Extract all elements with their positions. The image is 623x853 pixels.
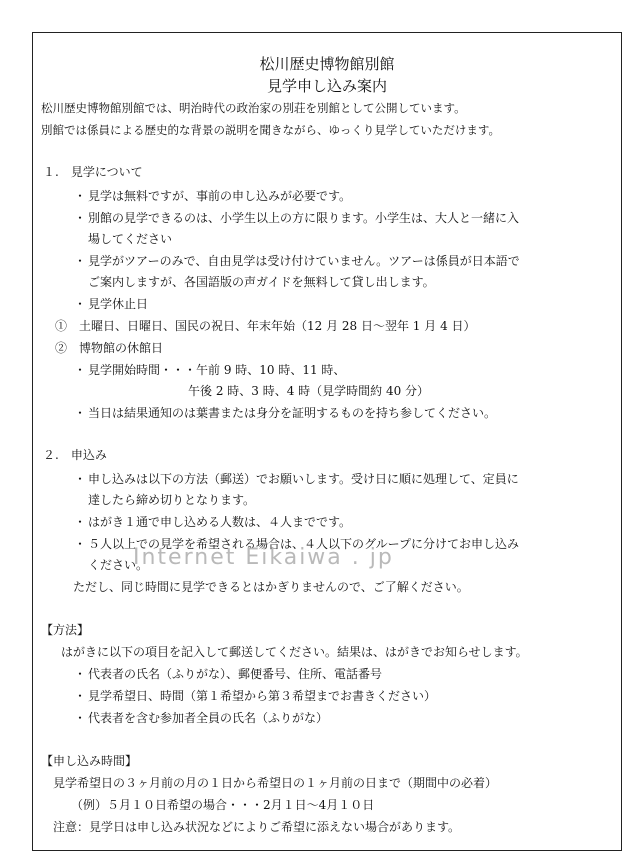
list-item-continuation: 場してください bbox=[88, 232, 173, 246]
intro-line-1: 松川歴史博物館別館では、明治時代の政治家の別荘を別館として公開しています。 bbox=[41, 101, 466, 115]
list-item-continuation: ご案内しますが、各国語版の声ガイドを無料して貸し出します。 bbox=[88, 275, 435, 289]
list-item: ・ ５人以上での見学を希望される場合は、４人以下のグループに分けてお申し込み bbox=[88, 535, 519, 552]
document-subtitle: 見学申し込み案内 bbox=[266, 77, 387, 95]
period-heading: 【申し込み時間】 bbox=[41, 754, 138, 768]
list-item: ・ 代表者の氏名（ふりがな）、郵便番号、住所、電話番号 bbox=[88, 665, 382, 682]
section2-heading: ２. 申込み bbox=[43, 448, 107, 462]
period-line-1: 見学希望日の３ヶ月前の月の１日から希望日の１ヶ月前の日まで（期間中の必着） bbox=[53, 776, 498, 790]
closed-day-2: ② 博物館の休館日 bbox=[55, 341, 164, 355]
list-item: ・ 別館の見学できるのは、小学生以上の方に限ります。小学生は、大人と一緒に入 bbox=[88, 209, 519, 226]
list-item: ・ 当日は結果通知のは葉書または身分を証明するものを持ち参してください。 bbox=[88, 404, 496, 421]
list-item: ・ 見学希望日、時間（第１希望から第３希望までお書きください） bbox=[88, 687, 436, 704]
list-item-continuation: 午後 2 時、3 時、4 時（見学時間約 40 分） bbox=[188, 384, 430, 398]
period-example: （例）５月１０日希望の場合・・・2月１日～4月１０日 bbox=[71, 798, 375, 812]
document-page bbox=[32, 32, 622, 851]
list-item-continuation: ください。 bbox=[88, 558, 149, 572]
list-item: ・ 申し込みは以下の方法（郵送）でお願いします。受け日に順に処理して、定員に bbox=[88, 470, 519, 487]
watermark: Internet Eikaiwa . jp bbox=[133, 545, 394, 570]
list-item: ・ 見学は無料ですが、事前の申し込みが必要です。 bbox=[88, 187, 351, 204]
method-lead: はがきに以下の項目を記入して郵送してください。結果は、はがきでお知らせします。 bbox=[61, 645, 528, 659]
list-item: ・ 代表者を含む参加者全員の氏名（ふりがな） bbox=[88, 709, 328, 726]
list-item: ・ 見学開始時間・・・午前 9 時、10 時、11 時、 bbox=[88, 361, 345, 378]
list-item: ・ 見学休止日 bbox=[88, 295, 148, 312]
list-item-continuation: 達したら締め切りとなります。 bbox=[88, 493, 256, 507]
list-item: ・ 見学がツアーのみで、自由見学は受け付けていません。ツアーは係員が日本語で bbox=[88, 252, 520, 269]
section1-heading: １. 見学について bbox=[43, 165, 143, 179]
intro-line-2: 別館では係員による歴史的な背景の説明を聞きながら、ゆっくり見学していただけます。 bbox=[41, 123, 500, 137]
section2-note: ただし、同じ時間に見学できるとはかぎりませんので、ご了解ください。 bbox=[73, 580, 469, 594]
period-note: 注意：見学日は申し込み状況などによりご希望に添えない場合があります。 bbox=[53, 820, 461, 834]
list-item: ・ はがき１通で申し込める人数は、４人までです。 bbox=[88, 513, 351, 530]
closed-day-1: ① 土曜日、日曜日、国民の祝日、年末年始（12 月 28 日～翌年 1 月 4 日） bbox=[55, 319, 476, 333]
method-heading: 【方法】 bbox=[41, 623, 90, 637]
document-title: 松川歴史博物館別館 bbox=[259, 55, 395, 73]
